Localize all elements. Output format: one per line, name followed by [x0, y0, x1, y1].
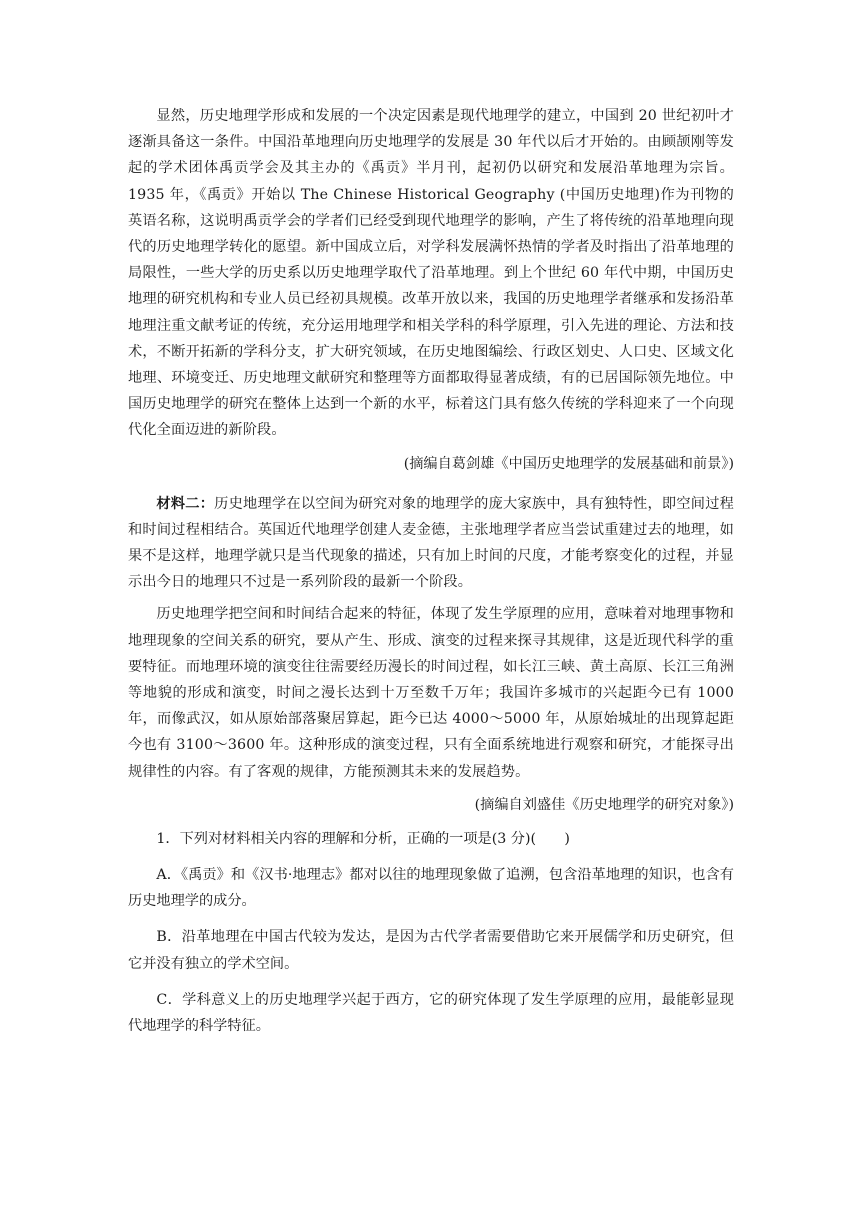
option-a: A．《禹贡》和《汉书·地理志》都对以往的地理现象做了追溯，包含沿革地理的知识，也含有历史地理学的成分。 — [128, 867, 734, 910]
source-citation-1: (摘编自葛剑雄《中国历史地理学的发展基础和前景》) — [403, 455, 734, 472]
paragraph-2-text: 历史地理学在以空间为研究对象的地理学的庞大家族中，具有独特性，即空间过程和时间过程相结合。英国近代地理学创建人麦金德，主张地理学者应当尝试重建过去的地理，如果不是这样，地理学就只是当代现象的描述，只有加上时间的尺度，才能考察变化的过程，并显示出今日的地理只不过是一系列阶段的最新一个阶段。 — [128, 495, 734, 591]
paragraph-3: 历史地理学把空间和时间结合起来的特征，体现了发生学原理的应用，意味着对地理事物和地理现象的空间关系的研究，要从产生、形成、演变的过程来探寻其规律，这是近现代科学的重要特征。而地理环境的演变往往需要经历漫长的时间过程，如长江三峡、黄土高原、长江三角洲等地貌的形成和演变，时间之漫长达到十万至数千万年；我国许多城市的兴起距今已有 1000 年，而像武汉，如从原始部落聚居算起，距今已达 4000～5000 年，从原始城址的出现算起距今也有 3100～3600 年。这种形成的演变过程，只有全面系统地进行观察和研究，才能探寻出规律性的内容。有了客观的规律，方能预测其未来的发展趋势。 — [128, 606, 734, 780]
paragraph-1: 显然，历史地理学形成和发展的一个决定因素是现代地理学的建立，中国到 20 世纪初叶才逐渐具备这一条件。中国沿革地理向历史地理学的发展是 30 年代以后才开始的。由顾颉刚等发起的学术团体禹贡学会及其主办的《禹贡》半月刊，起初仍以研究和发展沿革地理为宗旨。1935 年，《禹贡》开始以 The Chinese Historical Geography (中国历史地理)作为刊物的英语名称，这说明禹贡学会的学者们已经受到现代地理学的影响，产生了将传统的沿革地理向现代的历史地理学转化的愿望。新中国成立后，对学科发展满怀热情的学者及时指出了沿革地理的局限性，一些大学的历史系以历史地理学取代了沿革地理。到上个世纪 60 年代中期，中国历史地理的研究机构和专业人员已经初具规模。改革开放以来，我国的历史地理学者继承和发扬沿革地理注重文献考证的传统，充分运用地理学和相关学科的科学原理，引入先进的理论、方法和技术，不断开拓新的学科分支，扩大研究领域，在历史地图编绘、行政区划史、人口史、区域文化地理、环境变迁、历史地理文献研究和整理等方面都取得显著成绩，有的已居国际领先地位。中国历史地理学的研究在整体上达到一个新的水平，标着这门具有悠久传统的学科迎来了一个向现代化全面迈进的新阶段。 — [128, 108, 734, 439]
material-2-label: 材料二： — [156, 495, 215, 512]
paragraph-material-2 — [128, 491, 734, 596]
question-1: 1．下列对材料相关内容的理解和分析，正确的一项是(3 分)( ) — [156, 830, 570, 847]
option-c: C．学科意义上的历史地理学兴起于西方，它的研究体现了发生学原理的应用，最能彰显现代地理学的科学特征。 — [128, 991, 734, 1035]
source-citation-2: (摘编自刘盛佳《历史地理学的研究对象》) — [474, 796, 734, 813]
document-page — [128, 103, 734, 1039]
option-b: B．沿革地理在中国古代较为发达，是因为古代学者需要借助它来开展儒学和历史研究，但它并没有独立的学术空间。 — [128, 929, 734, 972]
